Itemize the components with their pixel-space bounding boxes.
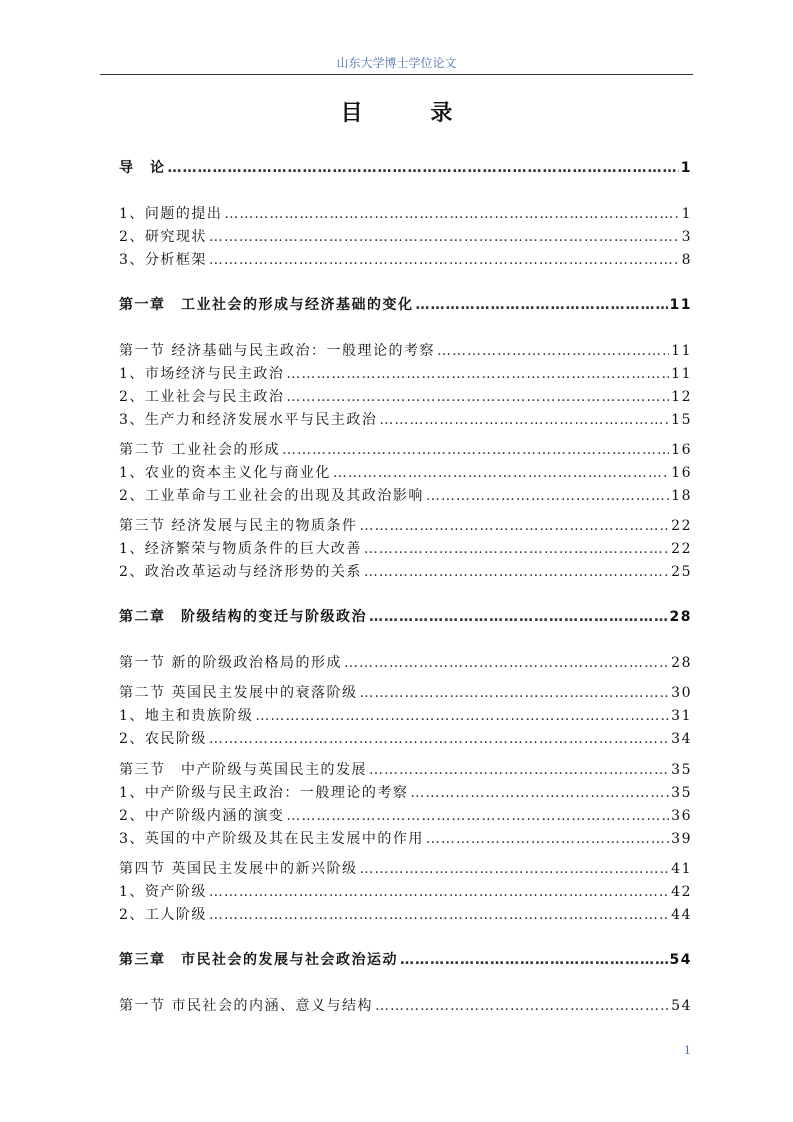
toc-entry-page: 35 [671,762,692,778]
toc-entry[interactable] [119,485,692,507]
toc-entry[interactable] [119,949,692,971]
toc-entry[interactable] [119,805,692,827]
dot-leader [437,343,669,359]
toc-entry[interactable] [119,858,692,880]
toc-entry-label: 2、农民阶级 [119,728,209,748]
dot-leader [209,731,669,747]
toc-entry-page: 31 [671,708,692,724]
dot-leader [400,952,668,968]
toc-entry-label: 1、地主和贵族阶级 [119,705,255,725]
dot-leader [344,655,669,671]
toc-entry[interactable] [119,728,692,750]
toc-entry-page: 11 [669,297,692,313]
toc-entry-label: 第三节 经济发展与民主的物质条件 [119,515,359,535]
toc-entry-label: 2、工业革命与工业社会的出现及其政治影响 [119,485,426,505]
toc-entry[interactable] [119,409,692,431]
toc-entry-page: 12 [671,389,692,405]
toc-entry[interactable] [119,226,692,248]
dot-leader [364,541,669,557]
toc-entry-page: 22 [671,518,692,534]
dot-leader [369,762,669,778]
toc-entry-page: 54 [669,952,692,968]
toc-entry[interactable] [119,682,692,704]
toc-entry-label: 1、经济繁荣与物质条件的巨大改善 [119,538,364,558]
toc-entry-label: 第二节 工业社会的形成 [119,439,282,459]
toc-entry[interactable] [119,157,692,179]
toc-entry-page: 35 [671,785,692,801]
toc-entry[interactable] [119,561,692,583]
toc-entry-page: 34 [671,731,692,747]
dot-leader [282,442,669,458]
toc-entry[interactable] [119,462,692,484]
toc-entry-label: 2、中产阶级内涵的演变 [119,805,286,825]
toc-entry-page: 28 [671,655,692,671]
header-rule [100,74,693,75]
toc-entry-label: 2、政治改革运动与经济形势的关系 [119,561,364,581]
dot-leader [168,160,679,176]
dot-leader [224,206,679,222]
toc-entry[interactable] [119,828,692,850]
dot-leader [369,609,668,625]
toc-entry[interactable] [119,515,692,537]
toc-entry[interactable] [119,995,692,1017]
toc-entry-label: 1、中产阶级与民主政治：一般理论的考察 [119,782,410,802]
toc-entry-page: 39 [671,831,692,847]
toc-entry-label: 导 论 [119,157,168,177]
toc-entry-label: 第一节 市民社会的内涵、意义与结构 [119,995,375,1015]
toc-entry-label: 3、英国的中产阶级及其在民主发展中的作用 [119,828,426,848]
toc-entry[interactable] [119,294,692,316]
dot-leader [359,861,669,877]
toc-entry[interactable] [119,439,692,461]
toc-entry-label: 第二节 英国民主发展中的衰落阶级 [119,682,359,702]
toc-entry-label: 3、分析框架 [119,249,209,269]
page-number: 1 [684,1044,691,1057]
toc-entry-label: 3、生产力和经济发展水平与民主政治 [119,409,379,429]
toc-entry-label: 第四节 英国民主发展中的新兴阶级 [119,858,359,878]
toc-entry-page: 54 [671,998,692,1014]
toc-entry[interactable] [119,881,692,903]
toc-entry[interactable] [119,203,692,225]
toc-entry[interactable] [119,249,692,271]
toc-entry-label: 第一章 工业社会的形成与经济基础的变化 [119,294,416,314]
toc-entry-page: 16 [671,465,692,481]
toc-entry-label: 1、资产阶级 [119,881,209,901]
dot-leader [416,297,668,313]
toc-entry-page: 41 [671,861,692,877]
running-header: 山东大学博士学位论文 [336,56,457,70]
toc-entry-page: 22 [671,541,692,557]
toc-entry-label: 2、工人阶级 [119,904,209,924]
toc-entry-page: 1 [681,206,692,222]
toc-entry-label: 2、工业社会与民主政治 [119,386,286,406]
toc-entry-label: 1、问题的提出 [119,203,224,223]
toc-entry[interactable] [119,904,692,926]
toc-entry-label: 第三章 市民社会的发展与社会政治运动 [119,949,400,969]
toc-entry[interactable] [119,538,692,560]
toc-entry-page: 16 [671,442,692,458]
toc-entry[interactable] [119,606,692,628]
toc-entry-page: 3 [681,229,692,245]
toc-entry[interactable] [119,363,692,385]
toc-entry[interactable] [119,759,692,781]
toc-entry[interactable] [119,652,692,674]
dot-leader [410,785,669,801]
toc-entry-page: 44 [671,907,692,923]
dot-leader [209,884,669,900]
toc-entry-page: 30 [671,685,692,701]
dot-leader [286,808,669,824]
dot-leader [209,229,680,245]
dot-leader [255,708,669,724]
toc-entry-page: 1 [680,160,692,176]
dot-leader [375,998,669,1014]
toc-entry-label: 1、农业的资本主义化与商业化 [119,462,333,482]
toc-entry-label: 第二章 阶级结构的变迁与阶级政治 [119,606,369,626]
toc-entry-label: 第一节 经济基础与民主政治：一般理论的考察 [119,340,437,360]
toc-entry-label: 1、市场经济与民主政治 [119,363,286,383]
page-title: 目 录 [340,100,483,126]
toc-entry-page: 11 [671,366,692,382]
dot-leader [364,564,669,580]
toc-entry-page: 25 [671,564,692,580]
dot-leader [359,685,669,701]
toc-entry-page: 36 [671,808,692,824]
dot-leader [209,907,669,923]
toc-entry-label: 第一节 新的阶级政治格局的形成 [119,652,344,672]
dot-leader [426,488,669,504]
toc-entry[interactable] [119,386,692,408]
toc-entry[interactable] [119,782,692,804]
dot-leader [426,831,669,847]
toc-entry-label: 2、研究现状 [119,226,209,246]
toc-entry-page: 42 [671,884,692,900]
toc-entry[interactable] [119,340,692,362]
dot-leader [333,465,669,481]
toc-entry-page: 8 [681,252,692,268]
dot-leader [209,252,680,268]
dot-leader [379,412,669,428]
toc-entry[interactable] [119,705,692,727]
dot-leader [286,366,669,382]
toc-entry-page: 11 [671,343,692,359]
dot-leader [359,518,669,534]
dot-leader [286,389,669,405]
toc-entry-page: 15 [671,412,692,428]
toc-entry-label: 第三节 中产阶级与英国民主的发展 [119,759,369,779]
toc-entry-page: 28 [669,609,692,625]
toc-entry-page: 18 [671,488,692,504]
